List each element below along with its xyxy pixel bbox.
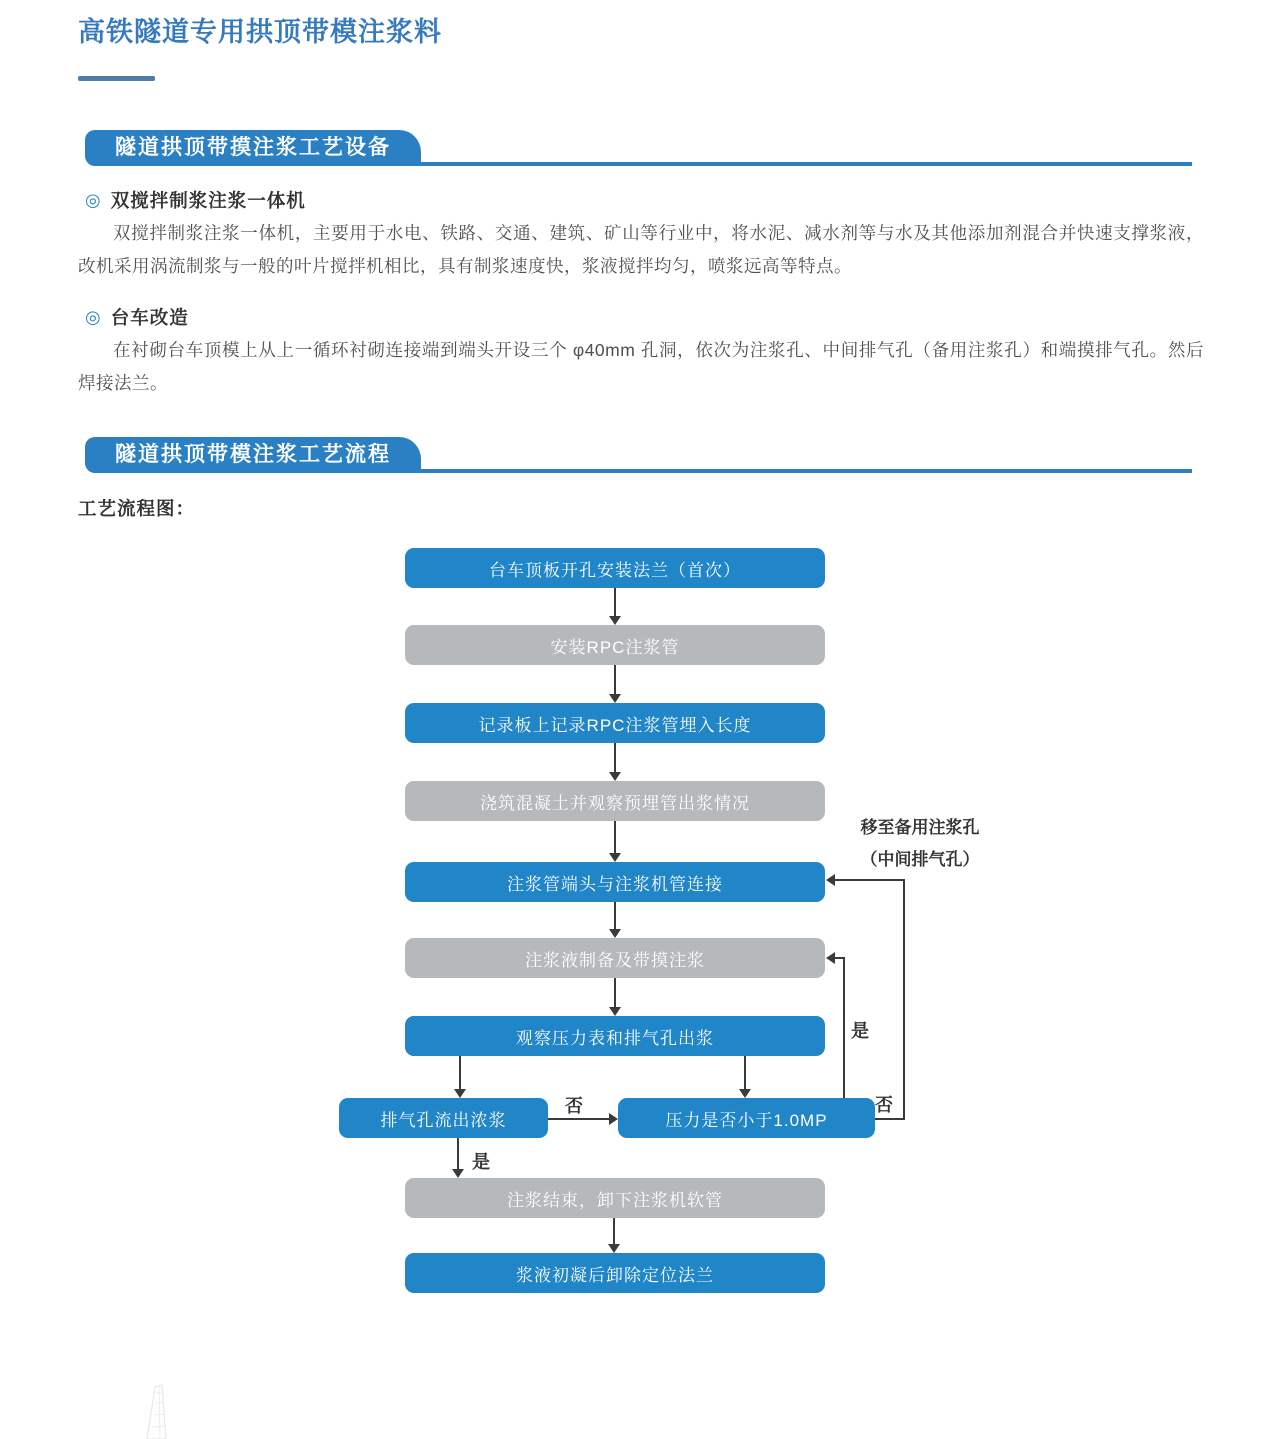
flow-arrow-line bbox=[614, 588, 616, 617]
section-header-bar: 隧道拱顶带模注浆工艺流程 bbox=[85, 437, 421, 473]
section-header-equipment bbox=[85, 130, 1192, 166]
arrow-down-icon bbox=[609, 694, 621, 703]
section-header-line bbox=[421, 162, 1192, 166]
edge-label-no-loop: 否 bbox=[875, 1095, 893, 1115]
flow-step-pour-concrete: 浇筑混凝土并观察预埋管出浆情况 bbox=[405, 781, 825, 821]
arrow-left-icon bbox=[826, 874, 835, 886]
arrow-down-icon bbox=[609, 853, 621, 862]
flow-arrow-line bbox=[614, 821, 616, 853]
flow-annotation-line2: （中间排气孔） bbox=[860, 850, 980, 869]
flow-step-pressure-check: 压力是否小于1.0MP bbox=[618, 1098, 875, 1138]
flow-arrow-line bbox=[614, 902, 616, 929]
section-header-bar: 隧道拱顶带摸注浆工艺设备 bbox=[85, 130, 421, 166]
flow-loop-line bbox=[835, 957, 845, 959]
section-header-process bbox=[85, 437, 1192, 473]
paragraph-trolley: 在衬砌台车顶模上从上一循环衬砌连接端到端头开设三个 φ40mm 孔洞，依次为注浆孔、中间排气孔（备用注浆孔）和端摸排气孔。然后焊接法兰。 bbox=[78, 340, 1204, 393]
flow-loop-line bbox=[835, 879, 905, 881]
tower-watermark-image bbox=[135, 1383, 181, 1439]
flow-step-observe-gauge: 观察压力表和排气孔出浆 bbox=[405, 1016, 825, 1056]
edge-label-yes: 是 bbox=[472, 1152, 490, 1172]
arrow-down-icon bbox=[454, 1089, 466, 1098]
circle-bullet-icon: ◎ bbox=[85, 307, 101, 327]
arrow-right-icon bbox=[609, 1113, 618, 1125]
edge-label-no: 否 bbox=[565, 1096, 583, 1116]
flow-annotation-line1: 移至备用注浆孔 bbox=[860, 818, 980, 837]
paragraph-mixer: 双搅拌制浆注浆一体机，主要用于水电、铁路、交通、建筑、矿山等行业中，将水泥、减水剂等与水及其他添加剂混合并快速支撑浆液，改机采用涡流制浆与一般的叶片搅拌机相比，具有制浆速度快，浆液搅拌均匀，喷浆远高等特点。 bbox=[78, 223, 1204, 276]
flow-step-remove-flange: 浆液初凝后卸除定位法兰 bbox=[405, 1253, 825, 1293]
arrow-left-icon bbox=[826, 952, 835, 964]
flow-step-install-flange: 台车顶板开孔安装法兰（首次） bbox=[405, 548, 825, 588]
arrow-down-icon bbox=[608, 1244, 620, 1253]
flow-loop-line bbox=[875, 1118, 905, 1120]
flow-arrow-line bbox=[459, 1056, 461, 1089]
bullet-heading: 双搅拌制浆注浆一体机 bbox=[110, 190, 306, 211]
edge-label-yes-loop: 是 bbox=[851, 1021, 869, 1041]
flow-step-vent-thick-grout: 排气孔流出浓浆 bbox=[339, 1098, 548, 1138]
page-title: 高铁隧道专用拱顶带模注浆料 bbox=[78, 17, 442, 47]
flow-step-finish-grouting: 注浆结束，卸下注浆机软管 bbox=[405, 1178, 825, 1218]
flow-arrow-line bbox=[744, 1056, 746, 1089]
flow-arrow-line bbox=[457, 1138, 459, 1169]
flow-annotation bbox=[845, 812, 995, 876]
section-header-line bbox=[421, 469, 1192, 473]
arrow-down-icon bbox=[609, 772, 621, 781]
flow-loop-line bbox=[903, 880, 905, 1120]
bullet-item-trolley bbox=[85, 304, 1192, 330]
flow-arrow-line bbox=[548, 1118, 609, 1120]
flow-arrow-line bbox=[613, 1218, 615, 1244]
flow-step-prepare-grout: 注浆液制备及带摸注浆 bbox=[405, 938, 825, 978]
arrow-down-icon bbox=[609, 929, 621, 938]
arrow-down-icon bbox=[739, 1089, 751, 1098]
flow-step-record-length: 记录板上记录RPC注浆管埋入长度 bbox=[405, 703, 825, 743]
bullet-heading: 台车改造 bbox=[110, 307, 189, 328]
flow-arrow-line bbox=[614, 978, 616, 1007]
bullet-item-mixer bbox=[85, 187, 1192, 213]
arrow-down-icon bbox=[609, 1007, 621, 1016]
diagram-label: 工艺流程图： bbox=[78, 498, 196, 519]
flow-arrow-line bbox=[614, 743, 616, 772]
flow-step-connect-pipe: 注浆管端头与注浆机管连接 bbox=[405, 862, 825, 902]
arrow-down-icon bbox=[452, 1169, 464, 1178]
flow-arrow-line bbox=[614, 665, 616, 694]
process-flowchart bbox=[0, 540, 1280, 1340]
flow-loop-line bbox=[843, 958, 845, 1098]
arrow-down-icon bbox=[609, 616, 621, 625]
title-underline bbox=[78, 76, 155, 81]
flow-step-install-rpc-pipe: 安装RPC注浆管 bbox=[405, 625, 825, 665]
circle-bullet-icon: ◎ bbox=[85, 190, 101, 210]
